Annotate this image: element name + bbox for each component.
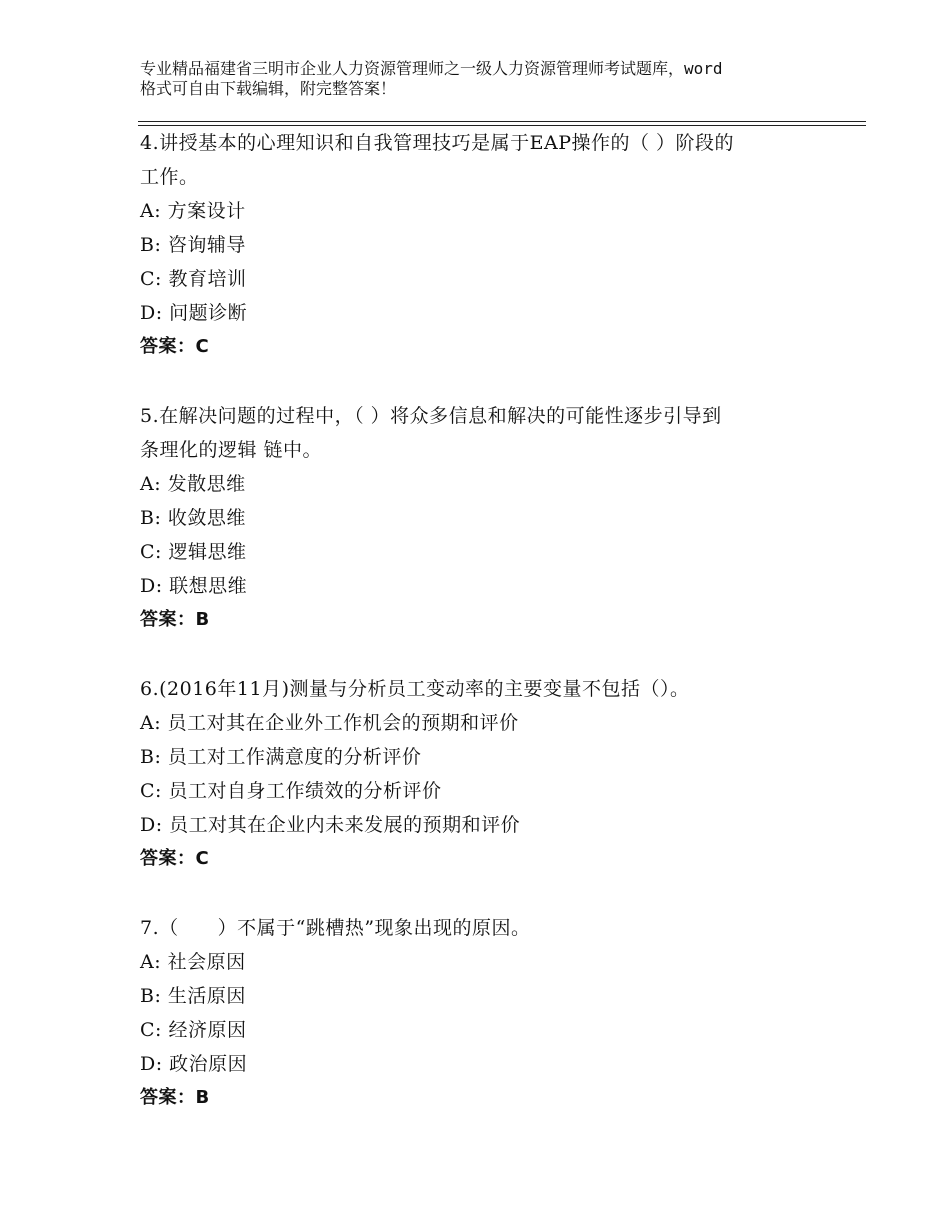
question-stem-line: 5.在解决问题的过程中，（ ）将众多信息和解决的可能性逐步引导到 [140, 405, 722, 427]
option-b: B: 生活原因 [140, 985, 246, 1007]
option-b: B: 收敛思维 [140, 507, 246, 529]
question-stem-line: 7.（ ）不属于“跳槽热”现象出现的原因。 [140, 917, 531, 939]
option-a: A: 员工对其在企业外工作机会的预期和评价 [140, 712, 519, 734]
question-block [140, 399, 830, 637]
option-c: C: 教育培训 [140, 268, 247, 290]
question-stem-line: 6.(2016年11月)测量与分析员工变动率的主要变量不包括（）。 [140, 678, 690, 700]
option-b: B: 员工对工作满意度的分析评价 [140, 746, 422, 768]
option-a: A: 发散思维 [140, 473, 246, 495]
option-a: A: 社会原因 [140, 951, 246, 973]
answer-label: 答案：B [140, 609, 210, 630]
option-c: C: 经济原因 [140, 1019, 247, 1041]
question-block [140, 126, 830, 364]
header-line-2: 格式可自由下载编辑，附完整答案！ [140, 79, 397, 98]
question-stem-line: 工作。 [140, 166, 199, 188]
option-d: D: 员工对其在企业内未来发展的预期和评价 [140, 814, 521, 836]
question-stem-line: 4.讲授基本的心理知识和自我管理技巧是属于EAP操作的（ ）阶段的 [140, 132, 735, 154]
option-a: A: 方案设计 [140, 200, 246, 222]
option-d: D: 政治原因 [140, 1053, 248, 1075]
document-header [140, 59, 840, 99]
question-stem-line: 条理化的逻辑 链中。 [140, 439, 323, 461]
option-c: C: 逻辑思维 [140, 541, 247, 563]
option-c: C: 员工对自身工作绩效的分析评价 [140, 780, 442, 802]
header-line-1: 专业精品福建省三明市企业人力资源管理师之一级人力资源管理师考试题库，word [140, 59, 723, 78]
answer-label: 答案：C [140, 336, 210, 357]
question-block [140, 911, 830, 1115]
option-d: D: 联想思维 [140, 575, 248, 597]
question-block [140, 672, 830, 876]
answer-label: 答案：C [140, 848, 210, 869]
answer-label: 答案：B [140, 1087, 210, 1108]
option-d: D: 问题诊断 [140, 302, 248, 324]
option-b: B: 咨询辅导 [140, 234, 246, 256]
header-divider-thin [138, 121, 866, 122]
